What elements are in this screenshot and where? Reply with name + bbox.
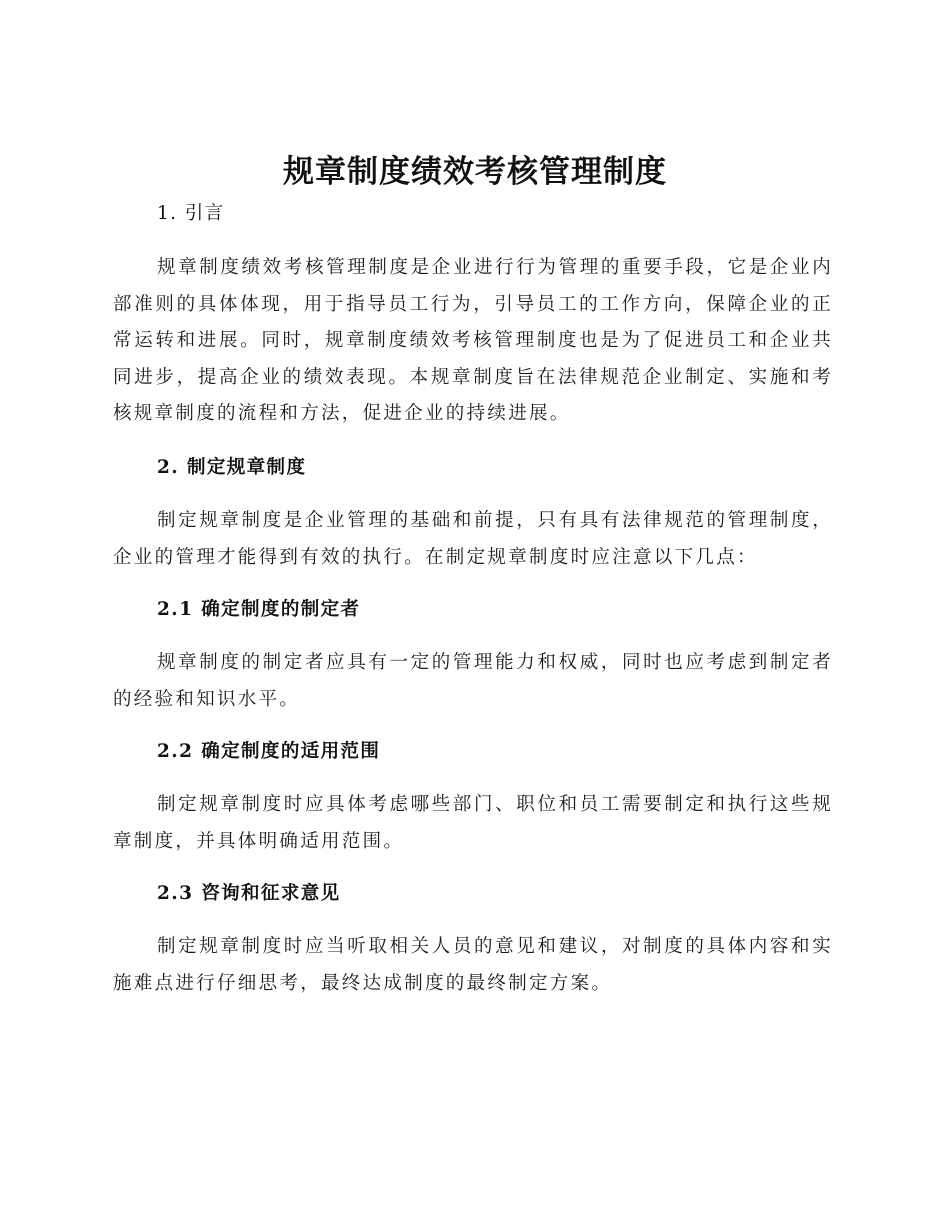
section-heading-consultation: 2.3 咨询和征求意见 bbox=[157, 883, 341, 904]
section-heading-scope: 2.2 确定制度的适用范围 bbox=[157, 741, 381, 762]
section-paragraph-consultation: 制定规章制度时应当听取相关人员的意见和建议，对制度的具体内容和实施难点进行仔细思考，最终达成制度的最终制定方案。 bbox=[113, 936, 833, 994]
document-title: 规章制度绩效考核管理制度 bbox=[283, 154, 667, 190]
section-heading-formulate-rules: 2. 制定规章制度 bbox=[157, 457, 307, 478]
section-heading-rule-maker: 2.1 确定制度的制定者 bbox=[157, 599, 361, 620]
section-paragraph-scope: 制定规章制度时应具体考虑哪些部门、职位和员工需要制定和执行这些规章制度，并具体明确适用范围。 bbox=[113, 794, 833, 852]
section-heading-introduction: 1. 引言 bbox=[157, 203, 225, 224]
section-paragraph-rule-maker: 规章制度的制定者应具有一定的管理能力和权威，同时也应考虑到制定者的经验和知识水平。 bbox=[113, 652, 833, 710]
section-paragraph-introduction: 规章制度绩效考核管理制度是企业进行行为管理的重要手段，它是企业内部准则的具体体现，用于指导员工行为，引导员工的工作方向，保障企业的正常运转和进展。同时，规章制度绩效考核管理制度也是为了促进员工和企业共同进步，提高企业的绩效表现。本规章制度旨在法律规范企业制定、实施和考核规章制度的流程和方法，促进企业的持续进展。 bbox=[113, 257, 833, 425]
section-paragraph-formulate-rules: 制定规章制度是企业管理的基础和前提，只有具有法律规范的管理制度，企业的管理才能得到有效的执行。在制定规章制度时应注意以下几点： bbox=[113, 510, 833, 568]
